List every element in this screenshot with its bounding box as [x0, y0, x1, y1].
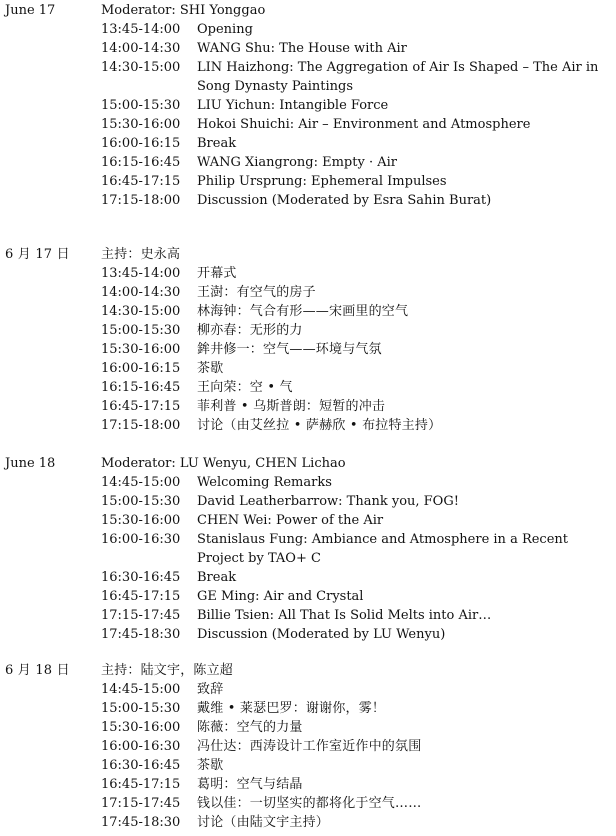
session-row	[101, 321, 616, 340]
session-title: Hokoi Shuichi: Air – Environment and Atmosphere	[197, 117, 531, 132]
session-title: 戴维 • 莱瑟巴罗：谢谢你，雾！	[197, 701, 386, 716]
session-time: 15:00-15:30	[101, 98, 181, 113]
session-row	[101, 680, 616, 699]
session-time: 16:00-16:30	[101, 532, 181, 547]
day-label: 6 月 18 日	[5, 663, 70, 678]
session-title: David Leatherbarrow: Thank you, FOG!	[197, 494, 459, 509]
session-row	[101, 115, 616, 134]
session-row	[101, 473, 616, 492]
session-time: 17:45-18:30	[101, 627, 181, 642]
moderator-line: Moderator: SHI Yonggao	[101, 3, 266, 18]
session-time: 14:00-14:30	[101, 41, 181, 56]
session-time: 17:15-17:45	[101, 796, 181, 811]
session-time: 16:00-16:30	[101, 739, 181, 754]
session-title: Welcoming Remarks	[197, 475, 332, 490]
session-row	[101, 39, 616, 58]
session-title: 钱以佳：一切坚实的都将化于空气……	[197, 796, 422, 811]
session-time: 17:45-18:30	[101, 815, 181, 830]
session-title: 王澍：有空气的房子	[197, 285, 316, 300]
session-row	[101, 20, 616, 39]
session-title: Break	[197, 570, 237, 585]
session-time: 15:00-15:30	[101, 494, 181, 509]
session-title: Discussion (Moderated by Esra Sahin Burat)	[197, 193, 492, 208]
session-row	[101, 172, 616, 191]
session-title: 王向荣：空 • 气	[197, 380, 293, 395]
session-time: 16:45-17:15	[101, 399, 181, 414]
session-row	[101, 96, 616, 115]
session-title: Opening	[197, 22, 253, 37]
session-time: 14:30-15:00	[101, 60, 181, 75]
day-label: 6 月 17 日	[5, 247, 70, 262]
session-time: 14:45-15:00	[101, 682, 181, 697]
session-row	[101, 134, 616, 153]
session-time: 16:45-17:15	[101, 174, 181, 189]
session-row	[101, 416, 616, 435]
session-row	[101, 397, 616, 416]
session-list	[101, 20, 616, 210]
session-time: 13:45-14:00	[101, 22, 181, 37]
session-time: 17:15-18:00	[101, 193, 181, 208]
session-title: 冯仕达：西涛设计工作室近作中的氛围	[197, 739, 422, 754]
session-title: 菲利普 • 乌斯普朗：短暂的冲击	[197, 399, 386, 414]
session-title: 陈薇：空气的力量	[197, 720, 303, 735]
session-row	[101, 794, 616, 813]
session-row	[101, 511, 616, 530]
session-row	[101, 359, 616, 378]
day-label: June 18	[5, 456, 56, 471]
session-row	[101, 191, 616, 210]
session-row	[101, 737, 616, 756]
session-row	[101, 625, 616, 644]
session-title: 讨论（由艾丝拉 • 萨赫欣 • 布拉特主持）	[197, 418, 442, 433]
session-time: 15:30-16:00	[101, 117, 181, 132]
session-title: LIU Yichun: Intangible Force	[197, 98, 389, 113]
session-title: Break	[197, 136, 237, 151]
session-time: 16:45-17:15	[101, 777, 181, 792]
session-row	[101, 492, 616, 511]
session-list	[101, 264, 616, 435]
session-time: 14:00-14:30	[101, 285, 181, 300]
session-title: 茶歇	[197, 361, 224, 376]
session-time: 15:30-16:00	[101, 342, 181, 357]
session-row	[101, 587, 616, 606]
session-title: GE Ming: Air and Crystal	[197, 589, 364, 604]
session-time: 15:00-15:30	[101, 701, 181, 716]
session-time: 17:15-17:45	[101, 608, 181, 623]
session-title: 致辞	[197, 682, 224, 697]
session-row	[101, 530, 616, 568]
session-row	[101, 302, 616, 321]
session-time: 15:30-16:00	[101, 513, 181, 528]
session-title: LIN Haizhong: The Aggregation of Air Is Shaped – The Air in Song Dynasty Paintings	[197, 60, 599, 94]
session-row	[101, 283, 616, 302]
session-row	[101, 813, 616, 832]
session-title: 茶歇	[197, 758, 224, 773]
moderator-line: 主持：史永高	[101, 247, 181, 262]
session-time: 16:00-16:15	[101, 361, 181, 376]
session-row	[101, 153, 616, 172]
session-title: 鉾井修一：空气——环境与气氛	[197, 342, 382, 357]
session-list	[101, 473, 616, 644]
moderator-line: 主持：陆文宇，陈立超	[101, 663, 234, 678]
session-title: 柳亦春：无形的力	[197, 323, 303, 338]
session-time: 17:15-18:00	[101, 418, 181, 433]
session-row	[101, 775, 616, 794]
day-label: June 17	[5, 3, 56, 18]
session-title: Stanislaus Fung: Ambiance and Atmosphere in a Recent Project by TAO+ C	[197, 532, 569, 566]
session-time: 16:30-16:45	[101, 758, 181, 773]
session-time: 15:30-16:00	[101, 720, 181, 735]
session-time: 16:30-16:45	[101, 570, 181, 585]
session-title: 开幕式	[197, 266, 237, 281]
session-row	[101, 699, 616, 718]
session-title: 讨论（由陆文宇主持）	[197, 815, 330, 830]
session-row	[101, 718, 616, 737]
session-row	[101, 756, 616, 775]
session-row	[101, 340, 616, 359]
session-title: 葛明：空气与结晶	[197, 777, 303, 792]
session-time: 13:45-14:00	[101, 266, 181, 281]
session-row	[101, 264, 616, 283]
session-title: Philip Ursprung: Ephemeral Impulses	[197, 174, 447, 189]
session-row	[101, 378, 616, 397]
session-time: 16:45-17:15	[101, 589, 181, 604]
session-title: CHEN Wei: Power of the Air	[197, 513, 384, 528]
session-time: 14:45-15:00	[101, 475, 181, 490]
session-time: 16:15-16:45	[101, 380, 181, 395]
session-title: WANG Shu: The House with Air	[197, 41, 407, 56]
session-time: 16:15-16:45	[101, 155, 181, 170]
session-row	[101, 568, 616, 587]
session-title: 林海钟：气合有形——宋画里的空气	[197, 304, 409, 319]
session-row	[101, 606, 616, 625]
moderator-line: Moderator: LU Wenyu, CHEN Lichao	[101, 456, 346, 471]
session-title: WANG Xiangrong: Empty · Air	[197, 155, 397, 170]
session-time: 16:00-16:15	[101, 136, 181, 151]
session-row	[101, 58, 616, 96]
session-list	[101, 680, 616, 832]
session-time: 14:30-15:00	[101, 304, 181, 319]
session-title: Billie Tsien: All That Is Solid Melts into Air…	[197, 608, 492, 623]
session-title: Discussion (Moderated by LU Wenyu)	[197, 627, 446, 642]
session-time: 15:00-15:30	[101, 323, 181, 338]
